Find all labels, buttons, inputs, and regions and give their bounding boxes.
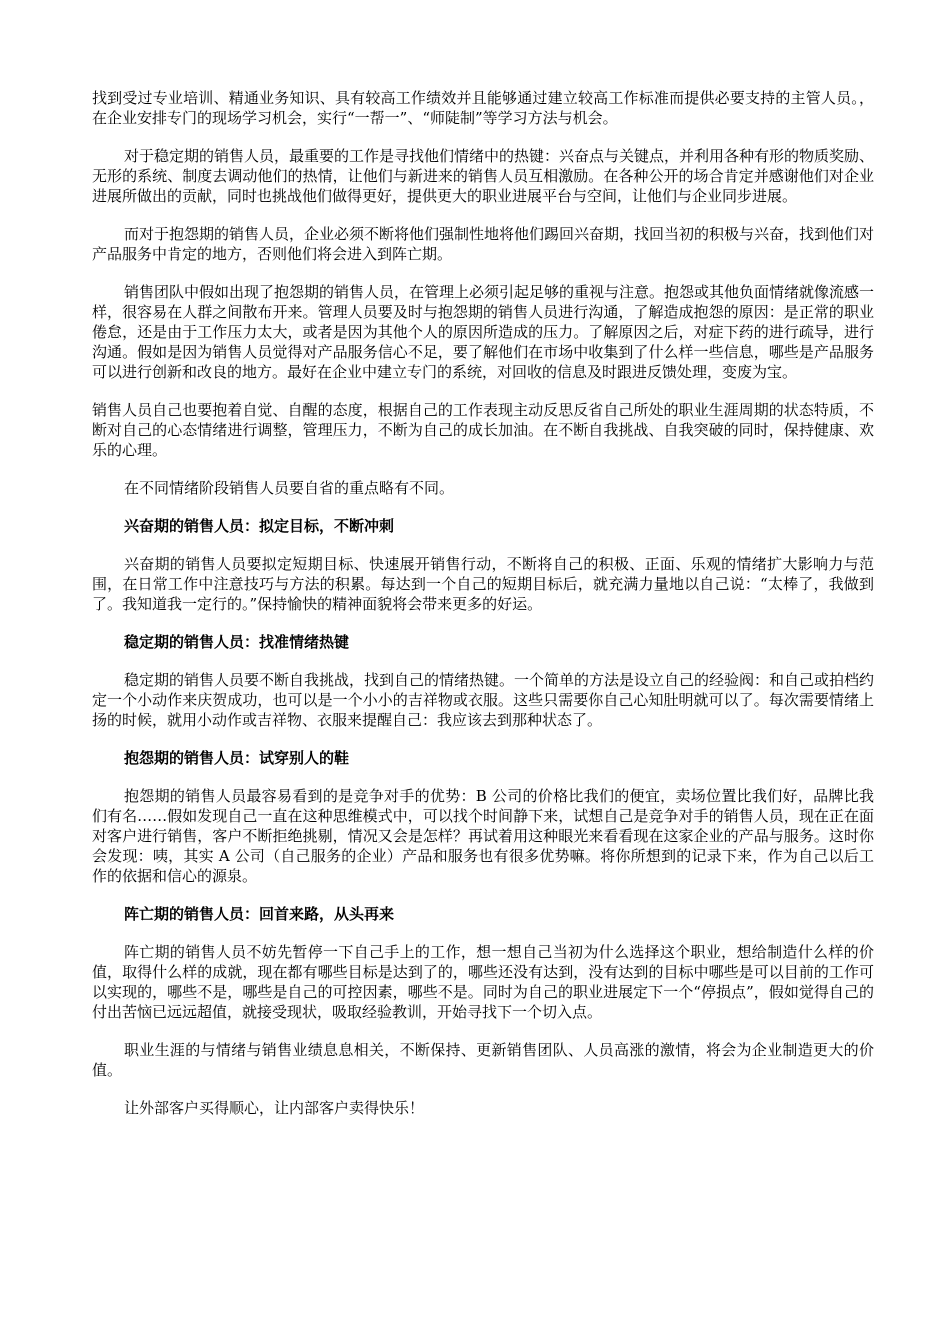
paragraph-gap bbox=[92, 652, 874, 670]
paragraph-9: 抱怨期的销售人员最容易看到的是竞争对手的优势：B 公司的价格比我们的便宜，卖场位置比我们好，品牌比我们有名……假如发现自己一直在这种思维模式中，可以找个时间静下来，试想自己是竞争对手的销售人员，现在正在面对客户进行销售，客户不断拒绝挑剔，情况又会是怎样？再试着用这种眼光来看看现在这家企业的产品与服务。这时你会发现：咦，其实 A 公司（自己服务的企业）产品和服务也有很多优势嘛。将你所想到的记录下来，作为自己以后工作的依据和信心的源泉。 bbox=[92, 787, 874, 885]
paragraph-gap bbox=[92, 886, 874, 904]
paragraph-gap bbox=[92, 382, 874, 400]
paragraph-11: 职业生涯的与情绪与销售业绩息息相关，不断保持、更新销售团队、人员高涨的激情，将会为企业制造更大的价值。 bbox=[92, 1041, 874, 1079]
paragraph-gap bbox=[92, 730, 874, 748]
section-heading-excited: 兴奋期的销售人员：拟定目标，不断冲刺 bbox=[124, 517, 395, 535]
paragraph-7: 兴奋期的销售人员要拟定短期目标、快速展开销售行动，不断将自己的积极、正面、乐观的情绪扩大影响力与范围，在日常工作中注意技巧与方法的积累。每达到一个自己的短期目标后，就充满力量地以自己说：“太棒了，我做到了。我知道我一定行的。”保持愉快的精神面貌将会带来更多的好运。 bbox=[92, 555, 874, 613]
paragraph-gap bbox=[92, 460, 874, 478]
paragraph-gap bbox=[92, 768, 874, 786]
paragraph-gap bbox=[92, 614, 874, 632]
paragraph-5: 销售人员自己也要抱着自觉、自醒的态度，根据自己的工作表现主动反思反省自己所处的职业生涯周期的状态特质，不断对自己的心态情绪进行调整，管理压力，不断为自己的成长加油。在不断自我挑战、自我突破的同时，保持健康、欢乐的心理。 bbox=[92, 401, 874, 459]
paragraph-gap bbox=[92, 128, 874, 146]
paragraph-6: 在不同情绪阶段销售人员要自省的重点略有不同。 bbox=[124, 479, 455, 497]
paragraph-gap bbox=[92, 1080, 874, 1098]
paragraph-1: 找到受过专业培训、精通业务知识、具有较高工作绩效并且能够通过建立较高工作标准而提供必要支持的主管人员。，在企业安排专门的现场学习机会，实行“一帮一”、“师陡制”等学习方法与机会。 bbox=[92, 89, 874, 127]
paragraph-3: 而对于抱怨期的销售人员，企业必须不断将他们强制性地将他们踢回兴奋期，找回当初的积极与兴奋，找到他们对产品服务中肯定的地方，否则他们将会进入到阵亡期。 bbox=[92, 225, 875, 263]
section-heading-stable: 稳定期的销售人员：找准情绪热键 bbox=[124, 633, 350, 651]
paragraph-gap bbox=[92, 264, 874, 282]
paragraph-2: 对于稳定期的销售人员，最重要的工作是寻找他们情绪中的热键：兴奋点与关键点，并利用各种有形的物质奖励、无形的系统、制度去调动他们的热情，让他们与新进来的销售人员互相激励。在各种公开的场合肯定并感谢他们对企业进展所做出的贡献，同时也挑战他们做得更好，提供更大的职业进展平台与空间，让他们与企业同步进展。 bbox=[92, 147, 875, 205]
paragraph-gap bbox=[92, 498, 874, 516]
section-heading-complaint: 抱怨期的销售人员：试穿别人的鞋 bbox=[124, 749, 350, 767]
paragraph-gap bbox=[92, 536, 874, 554]
paragraph-gap bbox=[92, 1022, 874, 1040]
paragraph-12: 让外部客户买得顺心，让内部客户卖得快乐！ bbox=[124, 1099, 425, 1117]
paragraph-4: 销售团队中假如出现了抱怨期的销售人员，在管理上必须引起足够的重视与注意。抱怨或其他负面情绪就像流感一样，很容易在人群之间散布开来。管理人员要及时与抱怨期的销售人员进行沟通，了解造成抱怨的原因：是正常的职业倦怠，还是由于工作压力太大，或者是因为其他个人的原因所造成的压力。了解原因之后，对症下药的进行疏导，进行沟通。假如是因为销售人员觉得对产品服务信心不足，要了解他们在市场中收集到了什么样一些信息，哪些是产品服务可以进行创新和改良的地方。最好在企业中建立专门的系统，对回收的信息及时跟进反馈处理，变废为宝。 bbox=[92, 283, 875, 381]
paragraph-10: 阵亡期的销售人员不妨先暂停一下自己手上的工作，想一想自己当初为什么选择这个职业，想给制造什么样的价值，取得什么样的成就，现在都有哪些目标是达到了的，哪些还没有达到，没有达到的目标中哪些是可以目前的工作可以实现的，哪些不是，哪些是自己的可控因素，哪些不是。同时为自己的职业进展定下一个“停损点”，假如觉得自己的付出苦恼已远远超值，就接受现状，吸取经验教训，开始寻找下一个切入点。 bbox=[92, 943, 874, 1021]
section-heading-burnout: 阵亡期的销售人员：回首来路，从头再来 bbox=[124, 905, 395, 923]
paragraph-8: 稳定期的销售人员要不断自我挑战，找到自己的情绪热键。一个简单的方法是设立自己的经验阀：和自己或拍档约定一个小动作来庆贺成功，也可以是一个小小的吉祥物或衣服。这些只需要你自己心知肚明就可以了。每次需要情绪上扬的时候，就用小动作或吉祥物、衣服来提醒自己：我应该去到那种状态了。 bbox=[92, 671, 875, 729]
paragraph-gap bbox=[92, 206, 874, 224]
paragraph-gap bbox=[92, 924, 874, 942]
